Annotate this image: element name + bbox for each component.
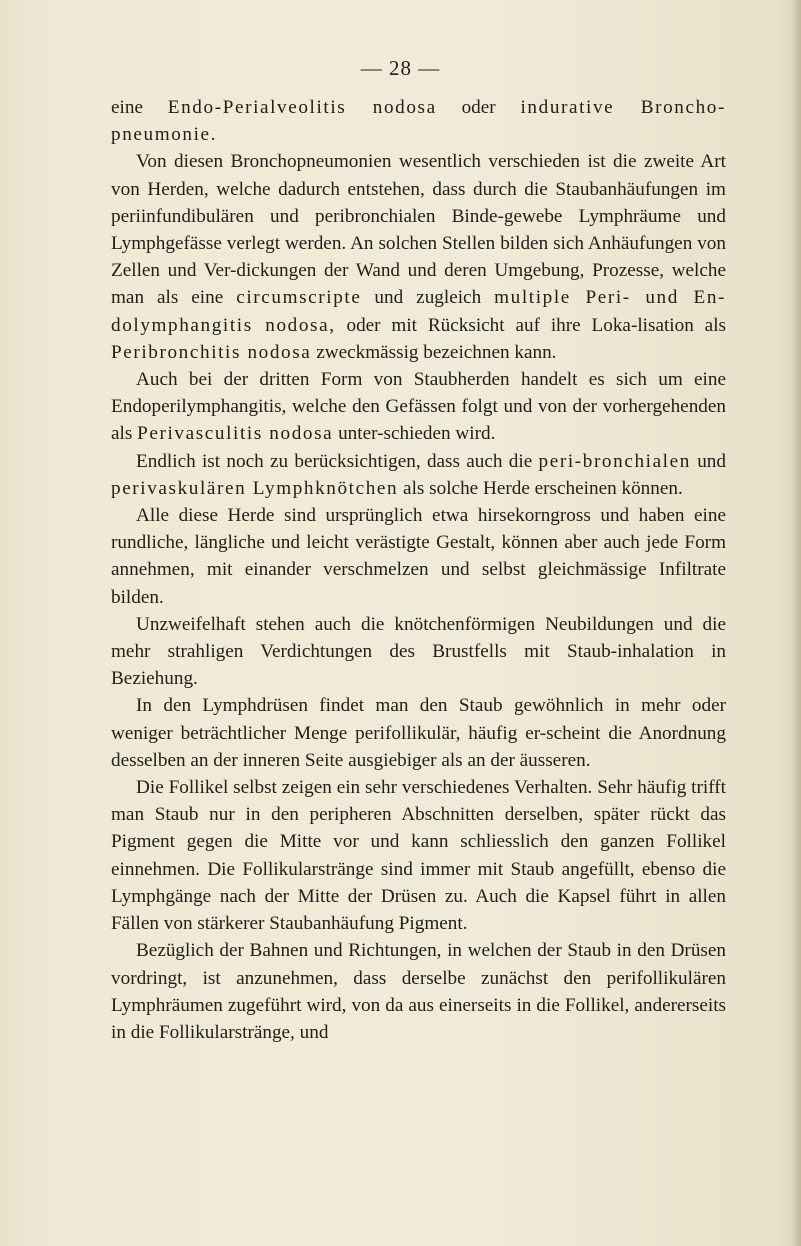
text-run: Auch bei der dritten Form von Staubherden handelt es sich um eine Endoperilymphangitis, welche den Gefässen folgt und von der vorhergehenden als (111, 369, 726, 445)
paragraph (111, 148, 726, 366)
emphasized-term: multiple Peri- und En-dolymphangitis nodosa, (111, 287, 727, 336)
text-run: Bezüglich der Bahnen und Richtungen, in welchen der Staub in den Drüsen vordringt, ist anzunehmen, dass derselbe zunächst den perifollikulären Lymphräumen zugeführt wird, von da aus einerseits in die Follikel, andererseits in die Follikularstränge, und (111, 940, 726, 1043)
text-run: Alle diese Herde sind ursprünglich etwa hirsekorngross und haben eine rundliche, längliche und leicht verästigte Gestalt, können aber auch jede Form annehmen, mit einander verschmelzen und selbst gleichmässige Infiltrate bilden. (111, 505, 726, 608)
emphasized-term: Perivasculitis nodosa (137, 423, 334, 445)
paragraph (111, 448, 726, 502)
emphasized-term: perivaskulären Lymphknötchen (111, 477, 399, 499)
text-run: und (690, 450, 726, 472)
text-run: unter-schieden wird. (333, 423, 496, 445)
text-run: und zugleich (361, 287, 495, 309)
paragraph (111, 774, 726, 937)
paragraph (111, 94, 726, 148)
emphasized-term: circumscripte (236, 287, 362, 309)
text-run: Die Follikel selbst zeigen ein sehr verschiedenes Verhalten. Sehr häufig trifft man Staub nur in den peripheren Abschnitten derselben, später rückt das Pigment gegen die Mitte vor und kann schliesslich den ganzen Follikel einnehmen. Die Follikularstränge sind immer mit Staub angefüllt, ebenso die Lymphgänge nach der Mitte der Drüsen zu. Auch die Kapsel führt in allen Fällen von stärkerer Staubanhäufung Pigment. (111, 777, 726, 935)
emphasized-term: Endo-Perialveolitis nodosa (167, 97, 437, 118)
text-run: oder (436, 97, 521, 118)
emphasized-term: indurative Broncho-pneumonie. (111, 97, 726, 146)
text-run: In den Lymphdrüsen findet man den Staub gewöhnlich in mehr oder weniger beträchtlicher Menge perifollikulär, häufig er-scheint die Anordnung desselben an der inneren Seite ausgiebiger als an der äusseren. (111, 695, 726, 771)
page-number: — 28 — (360, 56, 441, 80)
paragraph (111, 937, 726, 1046)
text-run: zweckmässig bezeichnen kann. (311, 341, 557, 363)
paragraph (111, 611, 726, 693)
page-edge-shadow (792, 0, 801, 1246)
emphasized-term: peri-bronchialen (538, 450, 691, 472)
text-run: oder mit Rücksicht auf ihre Loka-lisation als (335, 314, 726, 336)
paragraph (111, 502, 726, 611)
body-text (111, 94, 726, 1046)
paragraph (111, 692, 726, 774)
text-run: als solche Herde erscheinen können. (398, 477, 683, 499)
text-run: eine (111, 97, 168, 118)
text-run: Von diesen Bronchopneumonien wesentlich verschieden ist die zweite Art von Herden, welche dadurch entstehen, dass durch die Staubanhäufungen im periinfundibulären und peribronchialen Binde-gewebe Lymphräume und Lymphgefässe verlegt werden. An solchen Stellen bilden sich Anhäufungen von Zellen und Ver-dickungen der Wand und deren Umgebung, Prozesse, welche man als eine (111, 151, 726, 309)
paragraph (111, 366, 726, 448)
text-run: Endlich ist noch zu berücksichtigen, dass auch die (136, 450, 539, 472)
emphasized-term: Peribronchitis nodosa (111, 341, 312, 363)
text-run: Unzweifelhaft stehen auch die knötchenförmigen Neubildungen und die mehr strahligen Verdichtungen des Brustfells mit Staub-inhalation in Beziehung. (111, 613, 726, 690)
